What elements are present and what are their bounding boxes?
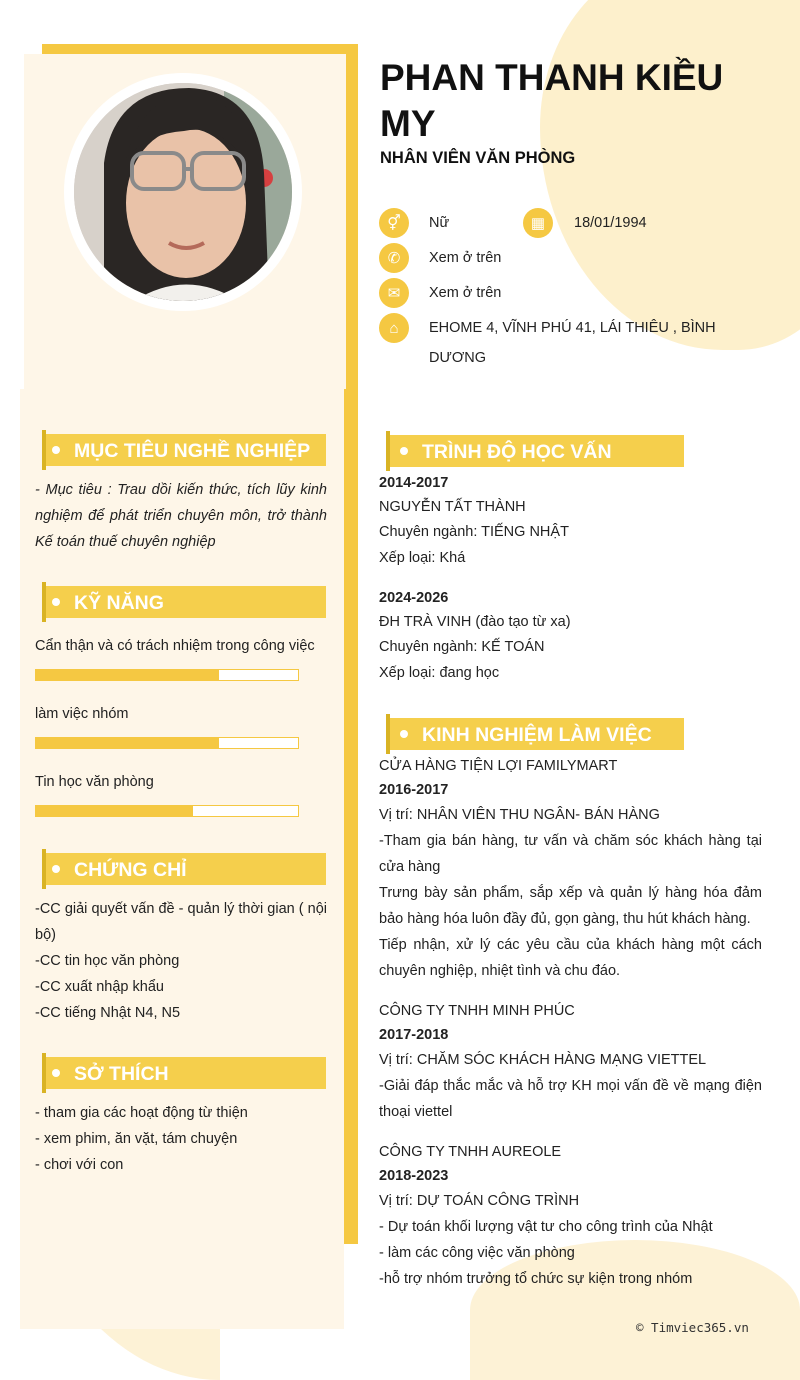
education-period: 2014-2017 <box>379 475 449 491</box>
education-school: NGUYỄN TẤT THÀNH <box>379 499 526 515</box>
gender-value: Nữ <box>429 215 450 231</box>
experience-position: Vị trí: CHĂM SÓC KHÁCH HÀNG MẠNG VIETTEL <box>379 1052 707 1068</box>
birthdate-value: 18/01/1994 <box>574 215 647 231</box>
avatar-photo-icon <box>74 83 292 301</box>
calendar-icon: ▦ <box>523 208 553 238</box>
experience-period: 2017-2018 <box>379 1027 449 1043</box>
bullet-dot <box>52 865 60 873</box>
phone-value: Xem ở trên <box>429 250 502 266</box>
certificate-item: -CC tiếng Nhật N4, N5 <box>35 1005 181 1021</box>
phone-icon: ✆ <box>379 243 409 273</box>
experience-period: 2016-2017 <box>379 782 449 798</box>
skills-heading <box>42 586 326 618</box>
certificate-item: -CC tin học văn phòng <box>35 953 180 969</box>
gender-icon: ⚥ <box>379 208 409 238</box>
certificates-title: CHỨNG CHỈ <box>74 859 187 881</box>
experience-position: Vị trí: NHÂN VIÊN THU NGÂN- BÁN HÀNG <box>379 807 660 823</box>
objective-title: MỤC TIÊU NGHỀ NGHIỆP <box>74 440 311 462</box>
email-value: Xem ở trên <box>429 285 502 301</box>
education-major: Chuyên ngành: TIẾNG NHẬT <box>379 524 569 540</box>
certificates-heading <box>42 853 326 885</box>
skill-name: làm việc nhóm <box>35 706 129 722</box>
bullet-dot <box>52 598 60 606</box>
certificate-item: -CC giải quyết vấn đề - quản lý thời gian ( nội bộ) <box>35 901 327 943</box>
top-accent-bar <box>42 44 358 54</box>
experience-period: 2018-2023 <box>379 1168 449 1184</box>
bullet-dot <box>400 447 408 455</box>
skill-level-fill <box>36 806 193 816</box>
skill-name: Tin học văn phòng <box>35 774 154 790</box>
skill-level-fill <box>36 670 219 680</box>
vertical-accent-bar <box>344 389 358 1244</box>
hobbies-title: SỞ THÍCH <box>74 1063 169 1085</box>
skill-name: Cẩn thận và có trách nhiệm trong công việc <box>35 638 315 654</box>
experience-description: -Giải đáp thắc mắc và hỗ trợ KH mọi vấn đề về mạng điện thoại viettel <box>379 1078 762 1120</box>
address-value: EHOME 4, VĨNH PHÚ 41, LÁI THIÊU , BÌNH DƯƠNG <box>429 320 716 366</box>
hobbies-heading <box>42 1057 326 1089</box>
hobby-item: - xem phim, ăn vặt, tám chuyện <box>35 1131 238 1147</box>
education-period: 2024-2026 <box>379 590 449 606</box>
skill-level-bar <box>35 805 299 817</box>
skills-title: KỸ NĂNG <box>74 592 164 614</box>
hobby-item: - chơi với con <box>35 1157 124 1173</box>
candidate-name: PHAN THANH KIỀU MY <box>380 57 724 144</box>
experience-position: Vị trí: DỰ TOÁN CÔNG TRÌNH <box>379 1193 580 1209</box>
experience-heading-accent <box>386 714 390 754</box>
objective-text: - Mục tiêu : Trau dồi kiến thức, tích lũy kinh nghiệm để phát triển chuyên môn, trở thành Kế toán thuế chuyên nghiệp <box>35 482 327 550</box>
education-title: TRÌNH ĐỘ HỌC VẤN <box>422 441 612 463</box>
experience-company: CỬA HÀNG TIỆN LỢI FAMILYMART <box>379 758 618 774</box>
home-icon: ⌂ <box>379 313 409 343</box>
avatar <box>74 83 292 301</box>
experience-title: KINH NGHIỆM LÀM VIỆC <box>422 724 652 746</box>
education-heading-accent <box>386 431 390 471</box>
education-grade: Xếp loại: đang học <box>379 665 500 681</box>
certificate-item: -CC xuất nhập khẩu <box>35 979 164 995</box>
hobbies-heading-accent <box>42 1053 46 1093</box>
education-school: ĐH TRÀ VINH (đào tạo từ xa) <box>379 614 571 630</box>
skill-level-bar <box>35 669 299 681</box>
experience-description: -Tham gia bán hàng, tư vấn và chăm sóc khách hàng tại cửa hàng Trưng bày sản phẩm, sắp xếp và quản lý hàng hóa đảm bảo hàng hóa luôn đầy đủ, gọn gàng, thu hút khách hàng. Tiếp nhận, xử lý các yêu cầu của khách hàng một cách chuyên nghiệp, nhiệt tình và chu đáo. <box>379 833 762 979</box>
hobby-item: - tham gia các hoạt động từ thiện <box>35 1105 248 1121</box>
objective-heading <box>42 434 326 466</box>
bullet-dot <box>400 730 408 738</box>
footer-credit: © Timviec365.vn <box>636 1320 749 1335</box>
certificates-heading-accent <box>42 849 46 889</box>
background-blob-top-right <box>540 0 800 350</box>
experience-company: CÔNG TY TNHH AUREOLE <box>379 1144 562 1160</box>
bullet-dot <box>52 446 60 454</box>
bullet-dot <box>52 1069 60 1077</box>
skills-heading-accent <box>42 582 46 622</box>
skill-level-bar <box>35 737 299 749</box>
experience-description: - Dự toán khối lượng vật tư cho công trình của Nhật - làm các công việc văn phòng -hỗ trợ nhóm trưởng tổ chức sự kiện trong nhóm <box>379 1219 713 1287</box>
experience-company: CÔNG TY TNHH MINH PHÚC <box>379 1003 575 1019</box>
education-major: Chuyên ngành: KẾ TOÁN <box>379 639 545 655</box>
mail-icon: ✉ <box>379 278 409 308</box>
skill-level-fill <box>36 738 219 748</box>
job-title: NHÂN VIÊN VĂN PHÒNG <box>380 149 576 167</box>
education-grade: Xếp loại: Khá <box>379 550 466 566</box>
objective-heading-accent <box>42 430 46 470</box>
vertical-accent-bar-top <box>346 44 358 389</box>
education-heading <box>386 435 684 467</box>
experience-heading <box>386 718 684 750</box>
